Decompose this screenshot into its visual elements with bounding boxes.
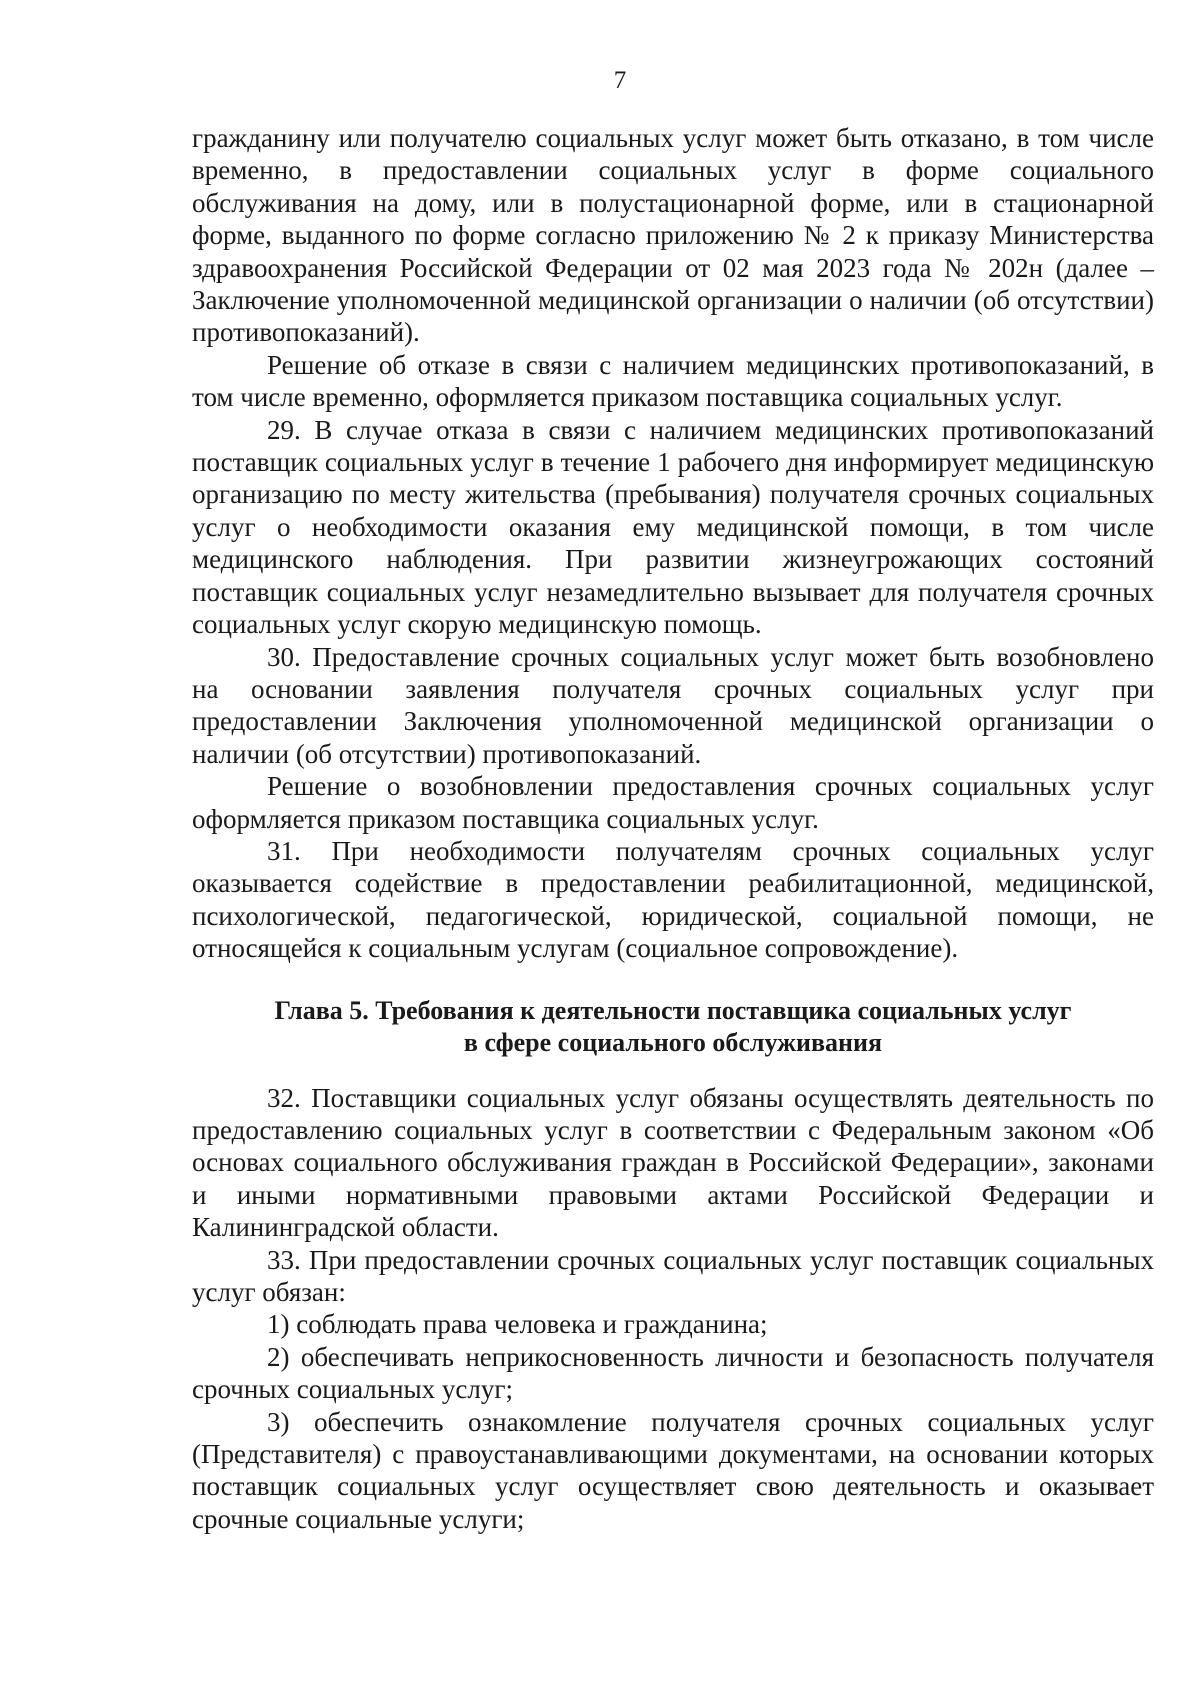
paragraph: 3) обеспечить ознакомление получателя срочных социальных услуг (Представителя) с правоустанавливающими документами, на основании которых поставщик социальных услуг осуществляет свою деятельность и оказывает срочные социальные услуги;	[192, 1406, 1154, 1534]
chapter-heading-line-2: в сфере социального обслуживания	[463, 1027, 883, 1057]
paragraph: Решение об отказе в связи с наличием медицинских противопоказаний, в том числе временно, оформляется приказом поставщика социальных услуг.	[192, 349, 1154, 413]
paragraph: 31. При необходимости получателям срочных социальных услуг оказывается содействие в предоставлении реабилитационной, медицинской, психологической, педагогической, юридической, социальной помощи, не относящейся к социальным услугам (социальное сопровождение).	[192, 835, 1154, 964]
paragraph: Решение о возобновлении предоставления срочных социальных услуг оформляется приказом поставщика социальных услуг.	[192, 771, 1154, 834]
paragraph: 30. Предоставление срочных социальных услуг может быть возобновлено на основании заявления получателя срочных социальных услуг при предоставлении Заключения уполномоченной медицинской организации о наличии (об отсутствии) противопоказаний.	[192, 641, 1154, 769]
document-body	[192, 122, 1154, 1535]
paragraph: 1) соблюдать права человека и гражданина;	[267, 1309, 768, 1340]
paragraph: 32. Поставщики социальных услуг обязаны осуществлять деятельность по предоставлению социальных услуг в соответствии с Федеральным законом «Об основах социального обслуживания граждан в Российской Федерации», законами и иными нормативными правовыми актами Российской Федерации и Калининградской области.	[192, 1082, 1154, 1243]
paragraph: 2) обеспечивать неприкосновенность личности и безопасность получателя срочных социальных услуг;	[192, 1341, 1154, 1405]
paragraph: 33. При предоставлении срочных социальных услуг поставщик социальных услуг обязан:	[192, 1244, 1154, 1307]
paragraphs-before-heading	[192, 122, 1154, 965]
paragraphs-after-heading	[192, 1082, 1154, 1536]
chapter-heading-line-1: Глава 5. Требования к деятельности поставщика социальных услуг	[274, 995, 1072, 1025]
paragraph: 29. В случае отказа в связи с наличием медицинских противопоказаний поставщик социальных услуг в течение 1 рабочего дня информирует медицинскую организацию по месту жительства (пребывания) получателя срочных социальных услуг о необходимости оказания ему медицинской помощи, в том числе медицинского наблюдения. При развитии жизнеугрожающих состояний поставщик социальных услуг незамедлительно вызывает для получателя срочных социальных услуг скорую медицинскую помощь.	[192, 414, 1154, 640]
chapter-heading	[192, 995, 1154, 1059]
page-number: 7	[613, 67, 627, 94]
paragraph: гражданину или получателю социальных услуг может быть отказано, в том числе временно, в предоставлении социальных услуг в форме социального обслуживания на дому, или в полустационарной форме, или в стационарной форме, выданного по форме согласно приложению № 2 к приказу Министерства здравоохранения Российской Федерации от 02 мая 2023 года № 202н (далее – Заключение уполномоченной медицинской организации о наличии (об отсутствии) противопоказаний).	[192, 123, 1154, 348]
